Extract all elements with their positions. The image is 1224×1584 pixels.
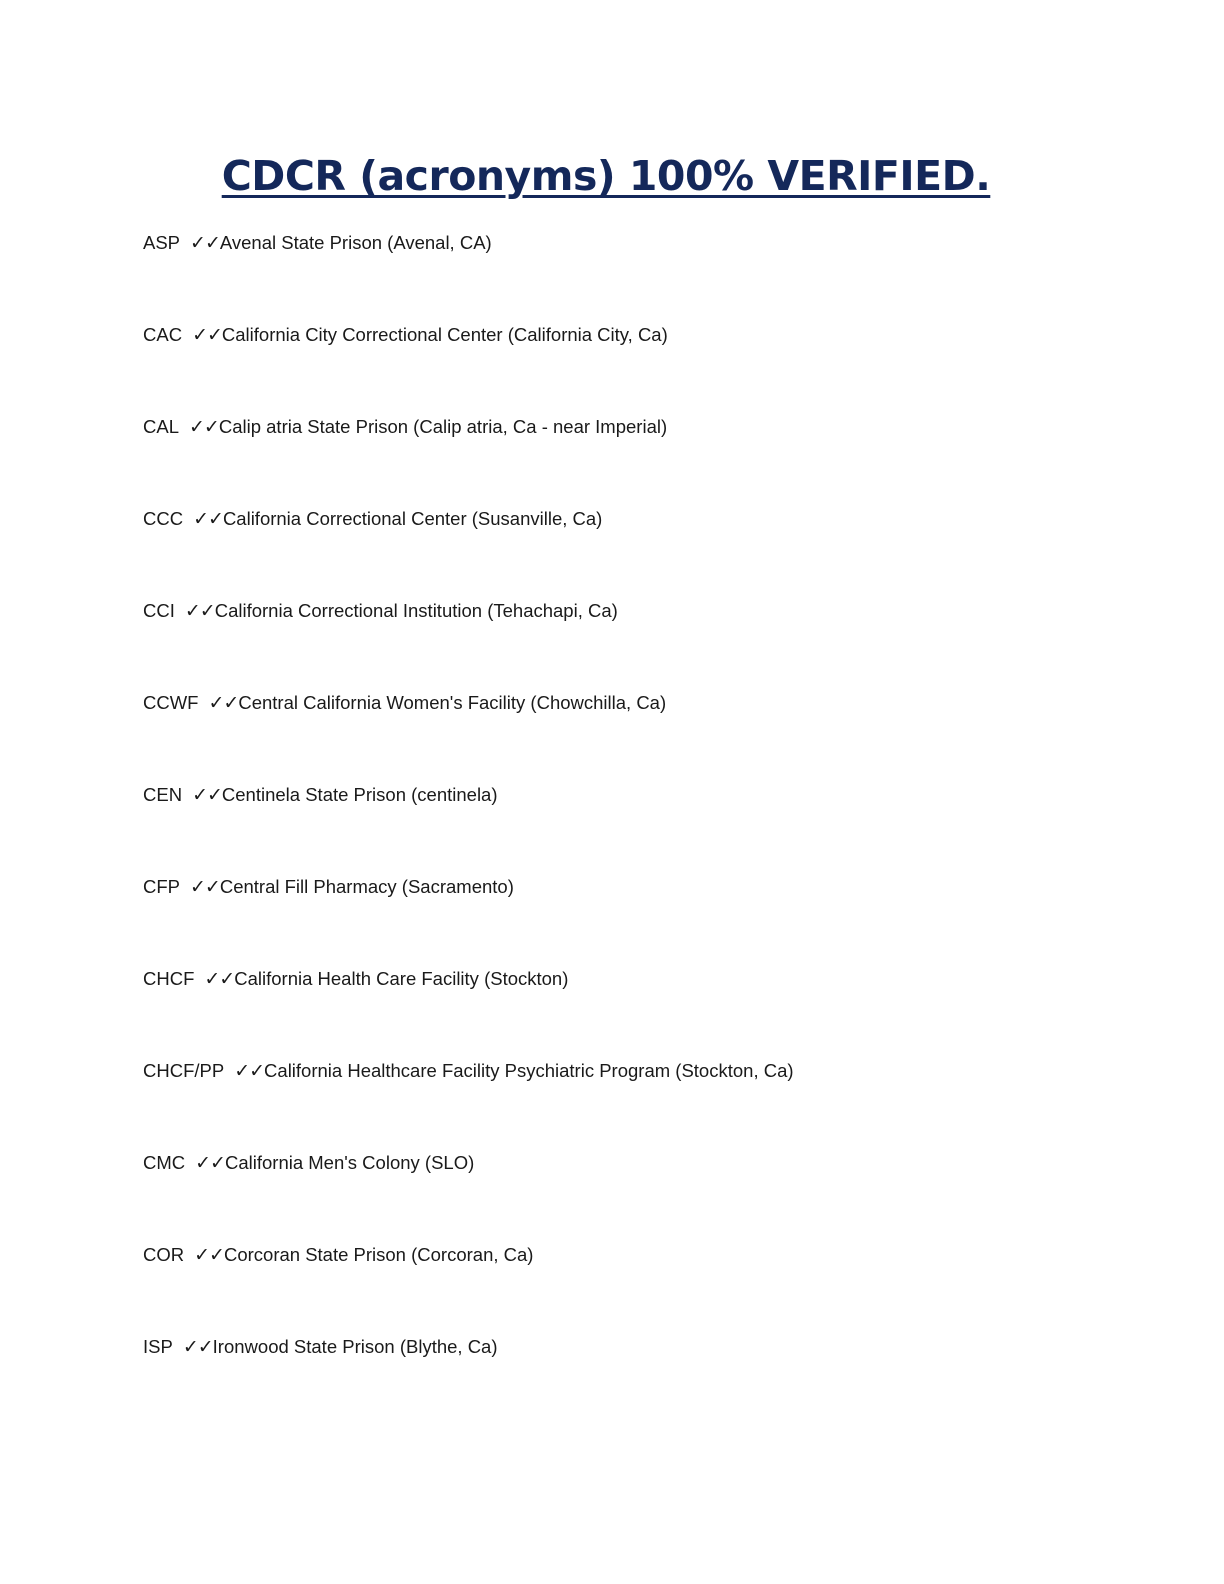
double-check-icon: ✓✓: [189, 416, 219, 438]
acronym-list: [143, 229, 1143, 1425]
double-check-icon: ✓✓: [192, 784, 222, 806]
list-item: [143, 1333, 1143, 1425]
double-check-icon: ✓✓: [192, 324, 222, 346]
acronym-description: California Men's Colony (SLO): [224, 1152, 475, 1173]
acronym-code: CFP: [143, 876, 180, 897]
list-item: [143, 321, 1143, 413]
acronym-code: COR: [143, 1244, 185, 1265]
list-item: [143, 1149, 1143, 1241]
list-item: [143, 597, 1143, 689]
acronym-description: Calip atria State Prison (Calip atria, Ca - near Imperial): [218, 416, 668, 437]
double-check-icon: ✓✓: [190, 876, 220, 898]
acronym-code: CEN: [143, 784, 183, 805]
double-check-icon: ✓✓: [195, 1152, 225, 1174]
acronym-description: Avenal State Prison (Avenal, CA): [219, 232, 492, 253]
acronym-description: Centinela State Prison (centinela): [221, 784, 498, 805]
list-item: [143, 781, 1143, 873]
acronym-code: ASP: [143, 232, 181, 253]
list-item: [143, 505, 1143, 597]
acronym-description: California Healthcare Facility Psychiatric Program (Stockton, Ca): [264, 1060, 794, 1081]
acronym-description: California City Correctional Center (California City, Ca): [221, 324, 668, 345]
double-check-icon: ✓✓: [193, 508, 223, 530]
double-check-icon: ✓✓: [194, 1244, 224, 1266]
acronym-code: CAL: [143, 416, 179, 437]
acronym-code: CMC: [143, 1152, 186, 1173]
acronym-description: Central California Women's Facility (Chowchilla, Ca): [238, 692, 667, 713]
acronym-code: CAC: [143, 324, 183, 345]
acronym-description: California Health Care Facility (Stockton): [234, 968, 569, 989]
double-check-icon: ✓✓: [182, 1336, 213, 1358]
acronym-description: California Correctional Institution (Tehachapi, Ca): [214, 600, 618, 621]
acronym-code: CHCF: [143, 968, 195, 989]
list-item: [143, 965, 1143, 1057]
acronym-code: CCC: [143, 508, 184, 529]
double-check-icon: ✓✓: [190, 232, 220, 254]
list-item: [143, 1057, 1143, 1149]
list-item: [143, 413, 1143, 505]
list-item: [143, 229, 1143, 321]
acronym-description: Central Fill Pharmacy (Sacramento): [219, 876, 514, 897]
acronym-code: CHCF/PP: [143, 1060, 225, 1081]
list-item: [143, 1241, 1143, 1333]
acronym-code: CCI: [143, 600, 175, 621]
double-check-icon: ✓✓: [208, 692, 239, 714]
acronym-code: CCWF: [143, 692, 199, 713]
acronym-description: California Correctional Center (Susanville, Ca): [222, 508, 603, 529]
page-title: [0, 146, 1212, 206]
double-check-icon: ✓✓: [204, 968, 235, 990]
page-title-text: CDCR (acronyms) 100% VERIFIED.: [221, 152, 991, 200]
double-check-icon: ✓✓: [184, 600, 215, 622]
double-check-icon: ✓✓: [234, 1060, 265, 1082]
acronym-description: Ironwood State Prison (Blythe, Ca): [212, 1336, 498, 1357]
acronym-description: Corcoran State Prison (Corcoran, Ca): [223, 1244, 534, 1265]
list-item: [143, 873, 1143, 965]
acronym-code: ISP: [143, 1336, 173, 1357]
list-item: [143, 689, 1143, 781]
